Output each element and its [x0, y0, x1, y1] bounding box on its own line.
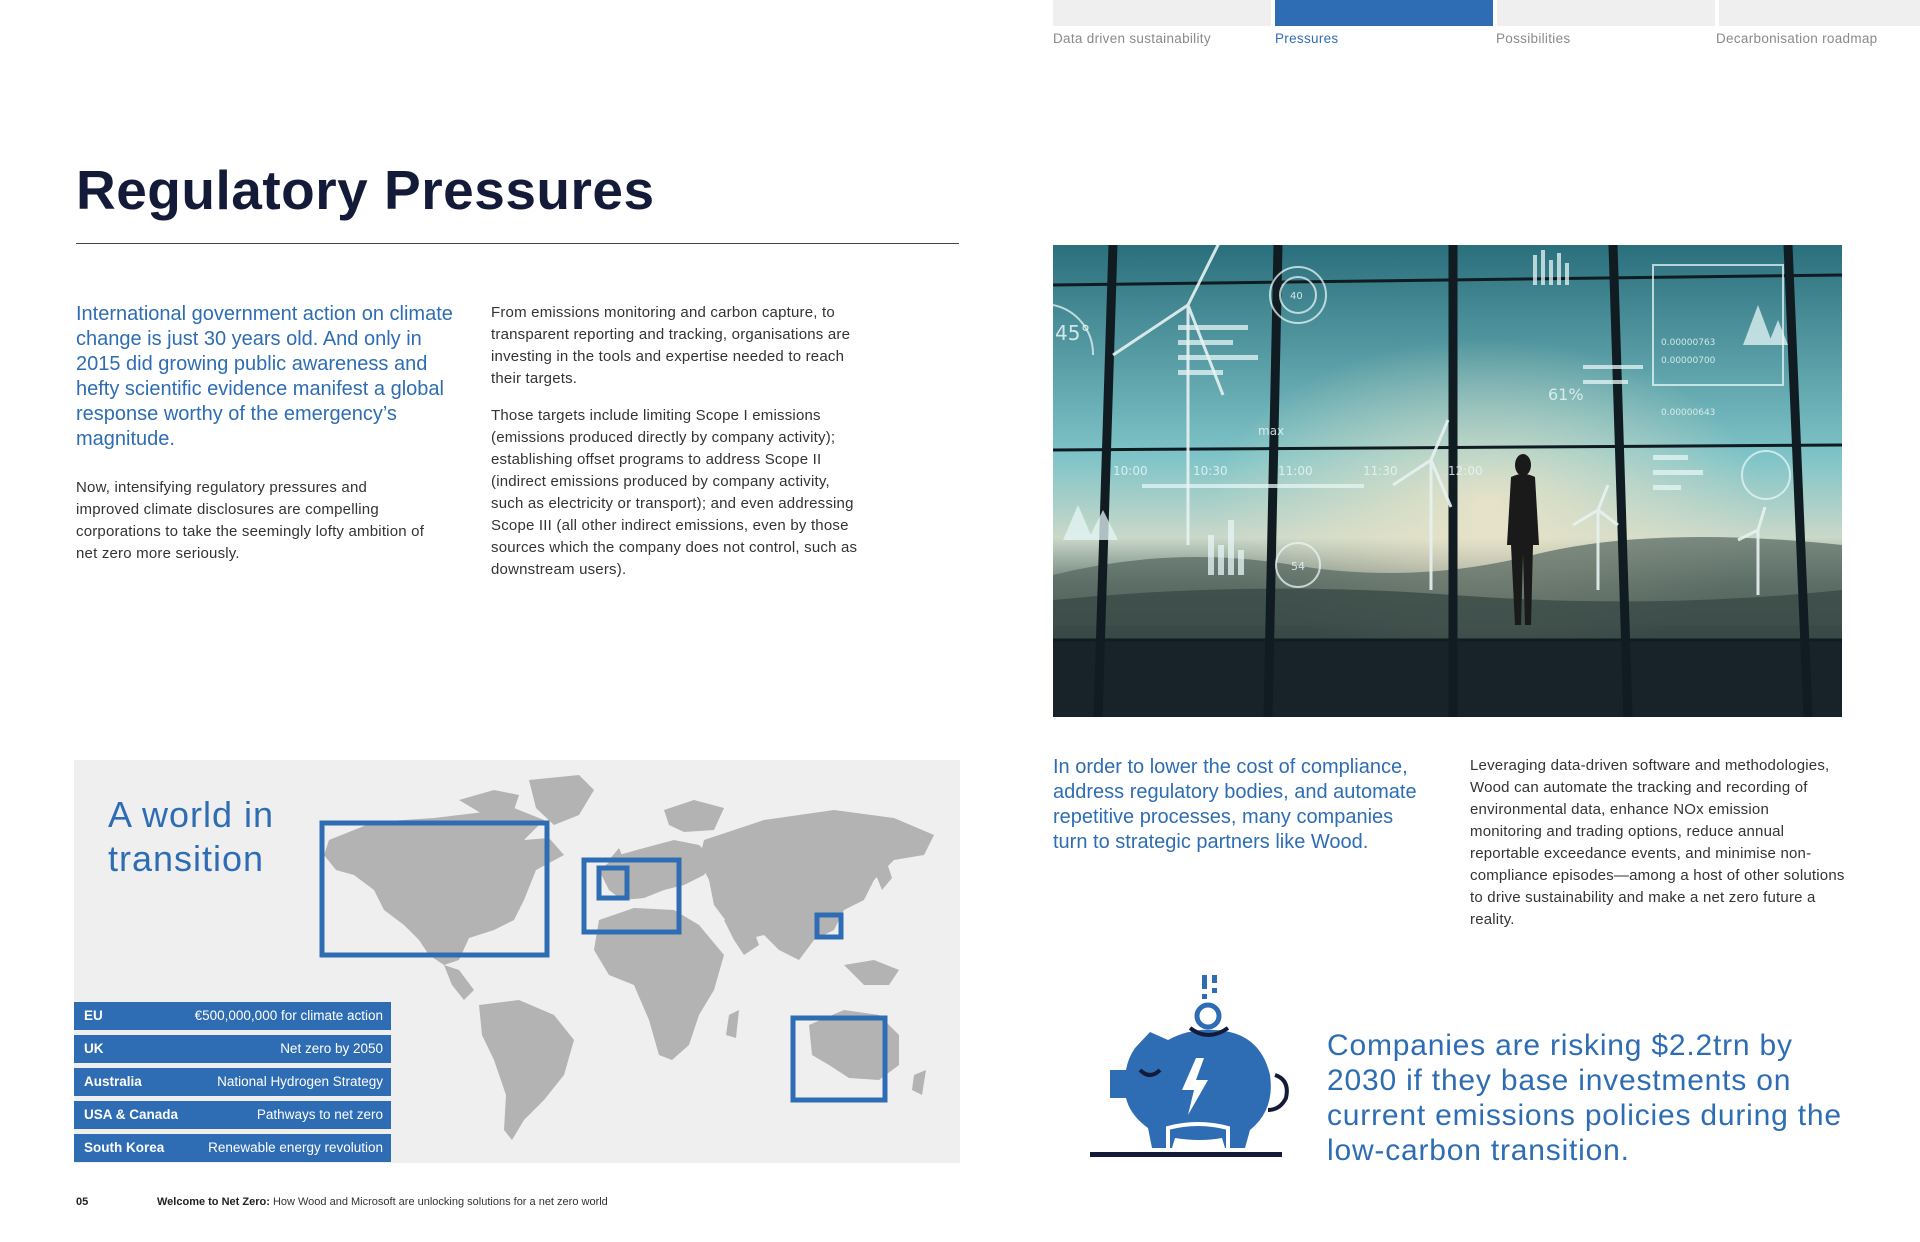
body-paragraph-1: From emissions monitoring and carbon capture, to transparent reporting and tracking, organisations are investing in the tools and expertise needed to reach their targets. — [491, 304, 851, 387]
hud-label-reading-1: 0.00000763 — [1661, 338, 1716, 348]
hud-label-time-1: 10:00 — [1113, 464, 1148, 478]
tab-pressures[interactable] — [1275, 0, 1493, 26]
intro-paragraph: Now, intensifying regulatory pressures and improved climate disclosures are compelling corporations to take the seemingly lofty ambition of net zero more seriously. — [76, 479, 425, 562]
tab-possibilities[interactable] — [1497, 0, 1715, 26]
region-name: USA & Canada — [84, 1107, 179, 1122]
region-row-uk — [74, 1035, 391, 1063]
region-name: UK — [84, 1041, 104, 1056]
region-row-eu — [74, 1002, 391, 1030]
region-plan: Net zero by 2050 — [280, 1041, 383, 1056]
hud-label-reading-2: 0.00000700 — [1661, 356, 1716, 366]
hero-image — [1053, 245, 1842, 717]
hud-label-angle: 45° — [1055, 321, 1091, 345]
hud-label-value: 54 — [1291, 560, 1305, 573]
region-plan: €500,000,000 for climate action — [194, 1008, 383, 1023]
tab-label-possibilities[interactable]: Possibilities — [1496, 31, 1571, 46]
hud-label-time-5: 12:00 — [1448, 464, 1483, 478]
tab-label-decarbonisation-roadmap[interactable]: Decarbonisation roadmap — [1716, 31, 1878, 46]
map-title-line-2: transition — [108, 838, 265, 879]
hud-label-max: max — [1258, 424, 1285, 438]
region-name: South Korea — [84, 1140, 165, 1155]
tab-label-pressures[interactable]: Pressures — [1275, 31, 1339, 46]
hud-label-time-4: 11:30 — [1363, 464, 1398, 478]
hud-label-dial: 40 — [1290, 291, 1303, 302]
footer-document-title — [157, 1196, 608, 1208]
region-row-australia — [74, 1068, 391, 1096]
page-title: Regulatory Pressures — [76, 159, 655, 221]
page-number: 05 — [76, 1196, 89, 1208]
hud-label-time-2: 10:30 — [1193, 464, 1228, 478]
region-plan: Pathways to net zero — [256, 1107, 383, 1122]
tab-decarbonisation-roadmap[interactable] — [1719, 0, 1920, 26]
title-divider — [76, 243, 959, 244]
region-plan: National Hydrogen Strategy — [217, 1074, 383, 1089]
region-row-usa-canada — [74, 1101, 391, 1129]
piggy-bank-icon — [1090, 970, 1290, 1165]
hud-label-time-3: 11:00 — [1278, 464, 1313, 478]
right-body-paragraph: Leveraging data-driven software and methodologies, Wood can automate the tracking and recording of environmental data, enhance NOx emission monitoring and trading options, reduce annual reportable exceedance events, and minimise non-compliance episodes—among a host of other solutions to drive sustainability and make a net zero future a reality. — [1470, 757, 1845, 928]
tab-label-data-driven-sustainability[interactable]: Data driven sustainability — [1053, 31, 1211, 46]
tab-data-driven-sustainability[interactable] — [1053, 0, 1271, 26]
right-lead-paragraph: In order to lower the cost of compliance, address regulatory bodies, and automate repetitive processes, many companies turn to strategic partners like Wood. — [1053, 756, 1417, 853]
body-paragraph-2: Those targets include limiting Scope I emissions (emissions produced directly by company activity); establishing offset programs to address Scope II (indirect emissions produced by company activity, such as electricity or transport); and even addressing Scope III (all other indirect emissions, even by those sources which the company does not control, such as downstream users). — [491, 407, 858, 578]
hud-label-reading-3: 0.00000643 — [1661, 408, 1716, 418]
region-row-south-korea — [74, 1134, 391, 1162]
callout-statistic: Companies are risking $2.2trn by 2030 if they base investments on current emissions policies during the low-carbon transition. — [1327, 1029, 1842, 1167]
region-plan: Renewable energy revolution — [208, 1140, 383, 1155]
map-title — [108, 793, 274, 881]
hud-label-percent: 61% — [1548, 385, 1584, 404]
map-title-line-1: A world in — [108, 794, 275, 835]
region-name: Australia — [84, 1074, 142, 1089]
footer-title: Welcome to Net Zero: — [157, 1196, 270, 1208]
footer-subtitle: How Wood and Microsoft are unlocking solutions for a net zero world — [272, 1196, 608, 1208]
region-name: EU — [84, 1008, 103, 1023]
lead-paragraph: International government action on climate change is just 30 years old. And only in 2015 did growing public awareness and hefty scientific evidence manifest a global response worthy of the emergency’s magnitude. — [76, 303, 453, 450]
